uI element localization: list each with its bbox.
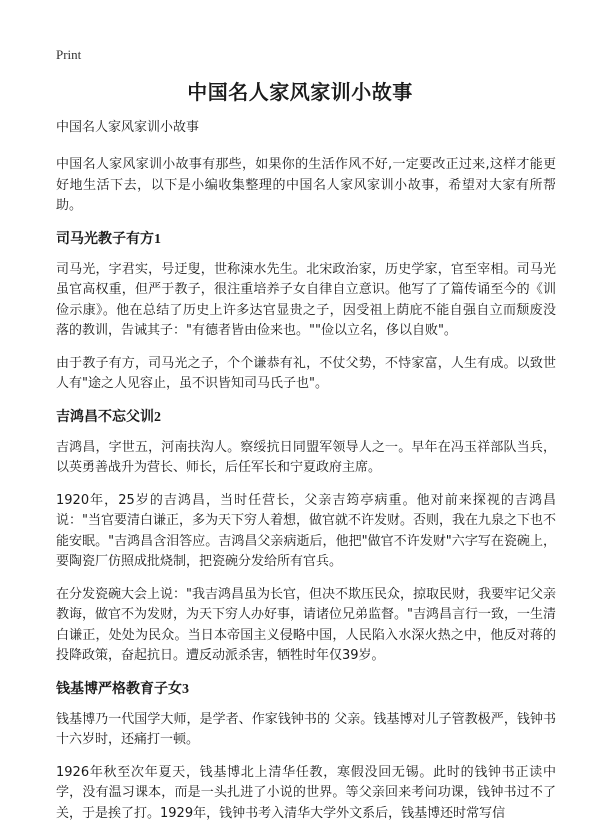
paragraph: 由于教子有方，司马光之子，个个谦恭有礼，不仗父势，不恃家富，人生有成。以致世人有"途之人见容止，虽不识皆知司马氏子也"。 (56, 355, 556, 391)
intro-paragraph: 中国名人家风家训小故事有那些，如果你的生活作风不好,一定要改正过来,这样才能更好地生活下去，以下是小编收集整理的中国名人家风家训小故事，希望对大家有所帮助。 (56, 157, 556, 213)
print-link[interactable]: Print (56, 47, 82, 62)
section-heading-2: 吉鸿昌不忘父训2 (56, 408, 161, 425)
article-subtitle: 中国名人家风家训小故事 (56, 120, 200, 135)
paragraph: 1920年，25岁的吉鸿昌，当时任营长，父亲吉筠亭病重。他对前来探视的吉鸿昌说："当官要清白谦正，多为天下穷人着想，做官就不许发财。否则，我在九泉之下也不能安眠。"吉鸿昌含泪答应。吉鸿昌父亲病逝后，他把"做官不许发财"六字写在瓷碗上，要陶瓷厂仿照成批烧制，把瓷碗分发给所有官兵。 (56, 492, 556, 569)
paragraph: 吉鸿昌，字世五，河南扶沟人。察绥抗日同盟军领导人之一。早年在冯玉祥部队当兵，以英勇善战升为营长、师长，后任军长和宁夏政府主席。 (56, 439, 556, 475)
paragraph: 在分发瓷碗大会上说："我吉鸿昌虽为长官，但决不欺压民众，掠取民财，我要牢记父亲教诲，做官不为发财，为天下穷人办好事，请诸位兄弟监督。"吉鸿昌言行一致，一生清白谦正，处处为民众。当日本帝国主义侵略中国，人民陷入水深火热之中，他反对蒋的投降政策，奋起抗日。遭反动派杀害，牺牲时年仅39岁。 (56, 586, 556, 663)
paragraph: 司马光，字君实，号迂叟，世称涑水先生。北宋政治家，历史学家，官至宰相。司马光虽官高权重，但严于教子，很注重培养子女自律自立意识。他写了了篇传诵至今的《训俭示康》。他在总结了历史上许多达官显贵之子，因受祖上荫庇不能自强自立而颓废没落的教训，告诫其子："有德者皆由俭来也。""俭以立名，侈以自败"。 (56, 261, 556, 338)
paragraph: 钱基博乃一代国学大师，是学者、作家钱钟书的 父亲。钱基博对儿子管教极严，钱钟书十六岁时，还痛打一顿。 (56, 711, 556, 747)
section-heading-1: 司马光教子有方1 (56, 230, 161, 247)
page-title: 中国名人家风家训小故事 (187, 80, 413, 104)
section-heading-3: 钱基博严格教育子女3 (56, 680, 189, 697)
article-body (56, 118, 556, 836)
paragraph: 1926年秋至次年夏天，钱基博北上清华任教，寒假没回无锡。此时的钱钟书正读中学，没有温习课本，而是一头扎进了小说的世界。等父亲回来考问功课，钱钟书过不了关，于是挨了打。1929年，钱钟书考入清华大学外文系后，钱基博还时常写信 (56, 764, 556, 821)
